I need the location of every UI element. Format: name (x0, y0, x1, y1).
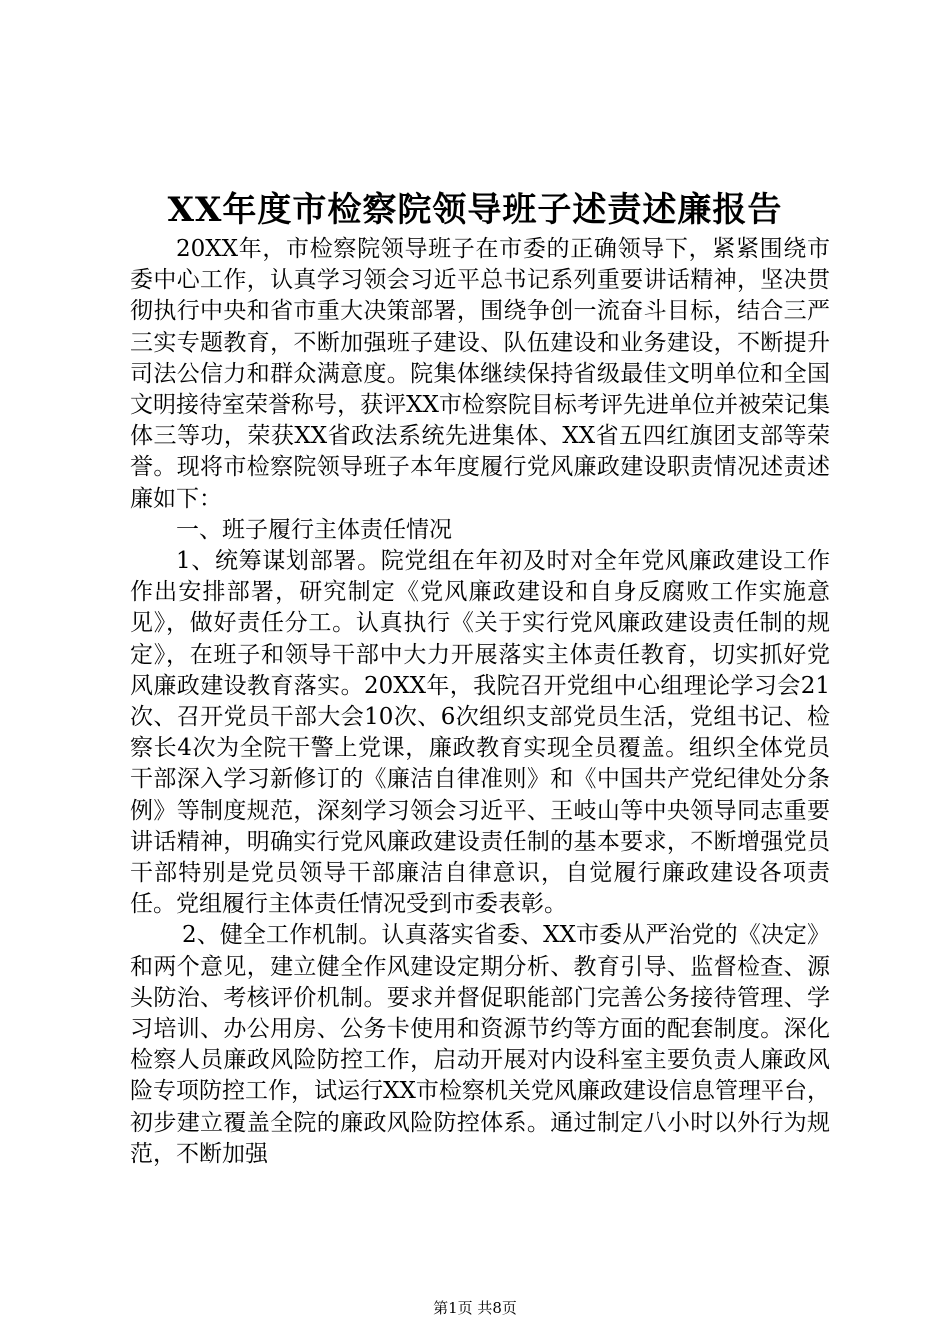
document-body (130, 234, 830, 1170)
document-title: XX年度市检察院领导班子述责述廉报告 (167, 190, 783, 230)
section-heading: 一、班子履行主体责任情况 (176, 516, 452, 543)
page-footer: 第1页 共8页 (433, 1299, 517, 1317)
item-2-paragraph: 2、健全工作机制。认真落实省委、XX市委从严治党的《决定》和两个意见，建立健全作风建设定期分析、教育引导、监督检查、源头防治、考核评价机制。要求并督促职能部门完善公务接待管理、学习培训、办公用房、公务卡使用和资源节约等方面的配套制度。深化检察人员廉政风险防控工作，启动开展对内设科室主要负责人廉政风险专项防控工作，试运行XX市检察机关党风廉政建设信息管理平台，初步建立覆盖全院的廉政风险防控体系。通过制定八小时以外行为规范，不断加强 (130, 922, 830, 1167)
intro-paragraph: 20XX年，市检察院领导班子在市委的正确领导下，紧紧围绕市委中心工作，认真学习领会习近平总书记系列重要讲话精神，坚决贯彻执行中央和省市重大决策部署，围绕争创一流奋斗目标，结合三严三实专题教育，不断加强班子建设、队伍建设和业务建设，不断提升司法公信力和群众满意度。院集体继续保持省级最佳文明单位和全国文明接待室荣誉称号，获评XX市检察院目标考评先进单位并被荣记集体三等功，荣获XX省政法系统先进集体、XX省五四红旗团支部等荣誉。现将市检察院领导班子本年度履行党风廉政建设职责情况述责述廉如下： (130, 236, 830, 512)
item-1-paragraph: 1、统筹谋划部署。院党组在年初及时对全年党风廉政建设工作作出安排部署，研究制定《党风廉政建设和自身反腐败工作实施意见》，做好责任分工。认真执行《关于实行党风廉政建设责任制的规定》，在班子和领导干部中大力开展落实主体责任教育，切实抓好党风廉政建设教育落实。20XX年，我院召开党组中心组理论学习会21次、召开党员干部大会10次、6次组织支部党员生活，党组书记、检察长4次为全院干警上党课，廉政教育实现全员覆盖。组织全体党员干部深入学习新修订的《廉洁自律准则》和《中国共产党纪律处分条例》等制度规范，深刻学习领会习近平、王岐山等中央领导同志重要讲话精神，明确实行党风廉政建设责任制的基本要求，不断增强党员干部特别是党员领导干部廉洁自律意识，自觉履行廉政建设各项责任。党组履行主体责任情况受到市委表彰。 (130, 548, 830, 918)
